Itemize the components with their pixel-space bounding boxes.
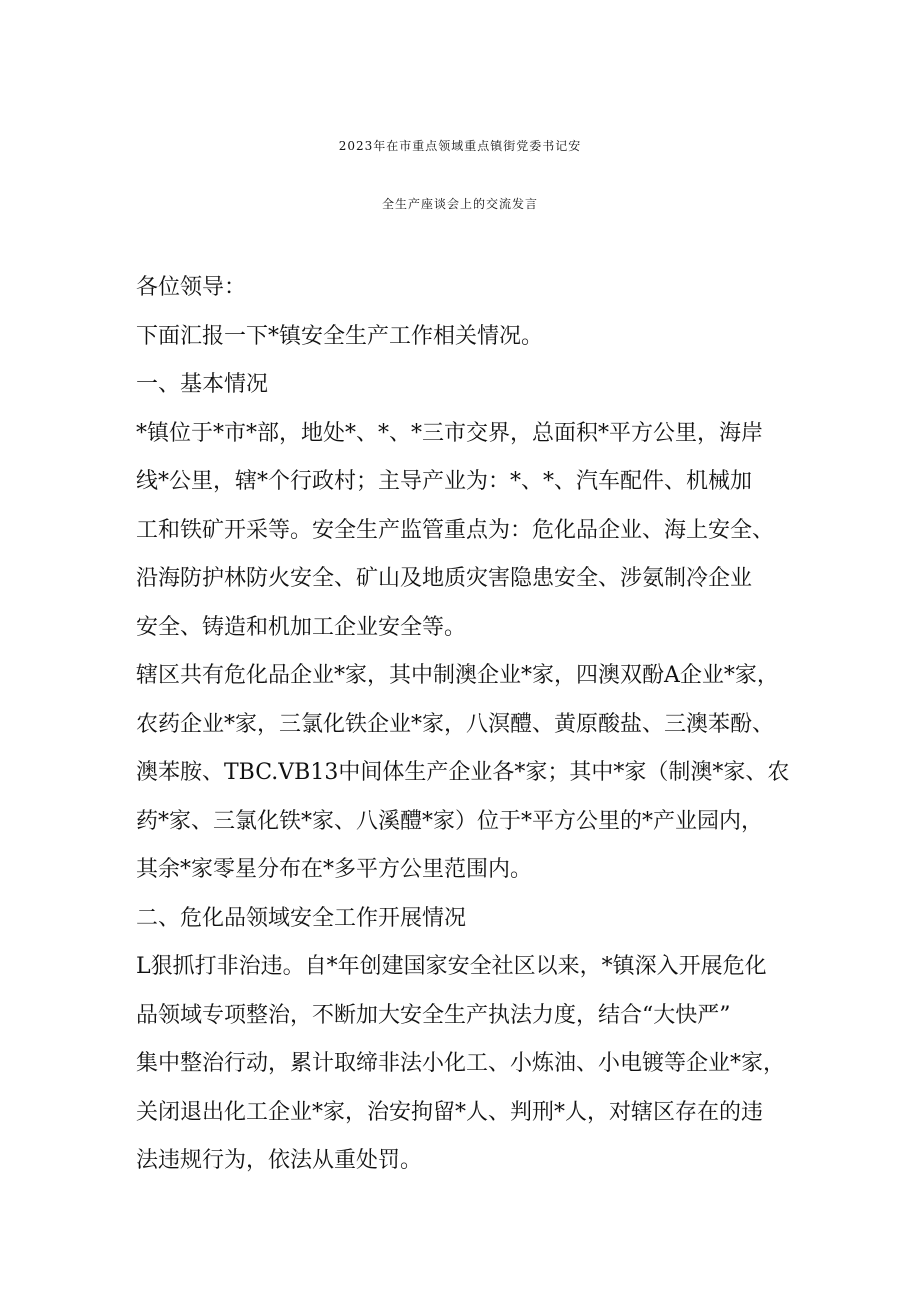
body-line: L狠抓打非治违。自*年创建国家安全社区以来，*镇深入开展危化 xyxy=(136,954,767,979)
body-line: 农药企业*家，三氯化铁企业*家，八溟醴、黄原酸盐、三澳苯酚、 xyxy=(136,711,775,737)
body-line: 关闭退出化工企业*家，治安拘留*人、判刑*人，对辖区存在的违 xyxy=(136,1099,764,1125)
body-line: *镇位于*市*部，地处*、*、*三市交界，总面积*平方公里，海岸 xyxy=(136,420,764,446)
body-line: 辖区共有危化品企业*家，其中制澳企业*家，四澳双酚A企业*家， xyxy=(136,663,779,688)
document-title-line-1: 2023年在市重点领域重点镇街党委书记安 xyxy=(338,139,582,153)
body-line: 澳苯胺、TBC.VB13中间体生产企业各*家；其中*家（制澳*家、农 xyxy=(136,760,790,785)
body-line: 线*公里，辖*个行政村；主导产业为：*、*、汽车配件、机械加 xyxy=(136,469,753,494)
body-line: 药*家、三氯化铁*家、八溪醴*家）位于*平方公里的*产业园内， xyxy=(136,808,764,834)
section-heading-2: 二、危化品领域安全工作开展情况 xyxy=(136,905,467,931)
document-body xyxy=(136,264,816,1186)
body-line: 集中整治行动，累计取缔非法小化工、小炼油、小电镀等企业*家， xyxy=(136,1051,786,1076)
body-line: 品领域专项整治，不断加大安全生产执法力度，结合“大快严” xyxy=(136,1002,731,1028)
body-line: 安全、铸造和机加工企业安全等。 xyxy=(136,614,467,640)
document-title-line-2: 全生产座谈会上的交流发言 xyxy=(381,197,538,211)
body-line: 工和铁矿开采等。安全生产监管重点为：危化品企业、海上安全、 xyxy=(136,517,775,543)
body-line: 其余*家零星分布在*多平方公里范围内。 xyxy=(136,857,533,882)
salutation: 各位领导： xyxy=(136,275,247,300)
body-line: 沿海防护林防火安全、矿山及地质灾害隐患安全、涉氨制冷企业 xyxy=(136,566,753,591)
section-heading-1: 一、基本情况 xyxy=(136,372,269,397)
intro-line: 下面汇报一下*镇安全生产工作相关情况。 xyxy=(136,323,544,349)
body-line: 法违规行为，依法从重处罚。 xyxy=(136,1148,423,1173)
